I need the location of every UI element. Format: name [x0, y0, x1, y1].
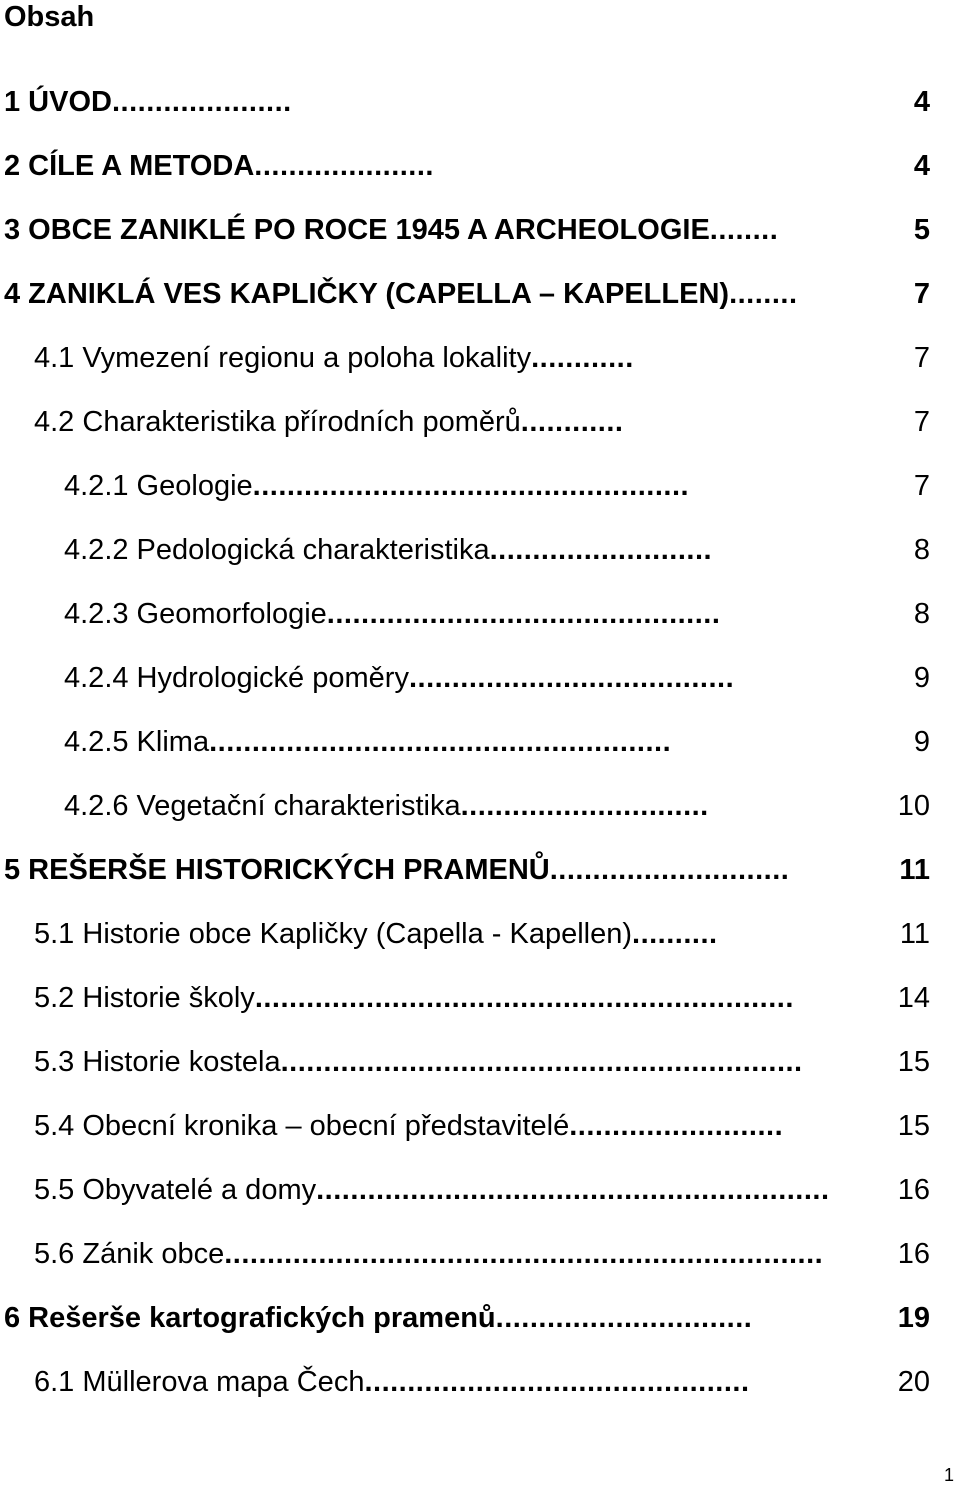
toc-entry-label — [34, 978, 835, 1018]
toc-entry-page: 4 — [913, 150, 930, 182]
toc-entry[interactable] — [34, 914, 930, 954]
toc-entry-leader: ...................................................... — [209, 726, 672, 758]
toc-entry-label — [34, 1362, 835, 1402]
toc-entry-page: 9 — [913, 662, 930, 694]
toc-entry-label — [64, 786, 835, 826]
toc-entry-page: 11 — [899, 918, 930, 950]
toc-entry-label — [4, 850, 835, 890]
toc-entry-title: 4.2.4 Hydrologické poměry — [64, 662, 409, 694]
toc-entry-leader: ............ — [531, 342, 634, 374]
toc-entry-leader: .............................................. — [326, 598, 721, 630]
toc-entry[interactable] — [64, 658, 930, 698]
toc-entry[interactable] — [34, 402, 930, 442]
toc-entry-title: 3 OBCE ZANIKLÉ PO ROCE 1945 A ARCHEOLOGIE — [4, 214, 710, 246]
toc-entry-label — [4, 146, 835, 186]
toc-entry-leader: ............ — [520, 406, 624, 438]
toc-entry[interactable] — [64, 466, 930, 506]
toc-entry-leader: ..................... — [111, 86, 292, 118]
toc-entry[interactable] — [64, 594, 930, 634]
toc-entry-title: 5.3 Historie kostela — [34, 1046, 281, 1078]
toc-entry[interactable] — [34, 1362, 930, 1402]
toc-entry-leader: ...................................... — [408, 662, 735, 694]
toc-entry-page: 20 — [897, 1366, 930, 1398]
toc-entry-label — [4, 210, 835, 250]
toc-entry-page: 15 — [897, 1046, 930, 1078]
toc-entry[interactable] — [4, 274, 930, 314]
toc-entry-title: 4.2 Charakteristika přírodních poměrů — [34, 406, 521, 438]
toc-entry-title: 5 REŠERŠE HISTORICKÝCH PRAMENŮ — [4, 854, 550, 886]
toc-entry-leader: .............................. — [495, 1302, 753, 1334]
toc-entry-title: 6.1 Müllerova mapa Čech — [34, 1366, 365, 1398]
page-title: Obsah — [4, 1, 95, 33]
toc-entry[interactable] — [34, 338, 930, 378]
toc-entry-page: 4 — [913, 86, 930, 118]
toc-entry[interactable] — [34, 978, 930, 1018]
toc-entry[interactable] — [4, 82, 930, 122]
toc-entry-leader: ...................................................................... — [224, 1238, 824, 1270]
toc-entry[interactable] — [4, 850, 930, 890]
toc-entry-leader: .......................... — [489, 534, 713, 566]
toc-entry-title: 4.1 Vymezení regionu a poloha lokality — [34, 342, 532, 374]
toc-entry[interactable] — [34, 1170, 930, 1210]
toc-entry-page: 10 — [897, 790, 930, 822]
toc-entry-page: 7 — [913, 406, 930, 438]
toc-entry[interactable] — [64, 722, 930, 762]
toc-entry[interactable] — [4, 210, 930, 250]
toc-entry-page: 8 — [913, 534, 930, 566]
toc-entry-label — [64, 658, 835, 698]
toc-entry-title: 4.2.5 Klima — [64, 726, 210, 758]
toc-entry-page: 14 — [897, 982, 930, 1014]
toc-entry-label — [34, 402, 835, 442]
toc-entry[interactable] — [4, 146, 930, 186]
toc-entry-leader: ................................................... — [252, 470, 690, 502]
toc-entry-title: 2 CÍLE A METODA — [4, 150, 255, 182]
toc-entry-page: 9 — [913, 726, 930, 758]
toc-entry-leader: ......................... — [569, 1110, 784, 1142]
toc-entry-leader: ............................................. — [364, 1366, 750, 1398]
toc-entry-leader: ............................................................ — [316, 1174, 830, 1206]
toc-entry-leader: ............................................................. — [280, 1046, 803, 1078]
page-number: 1 — [943, 1465, 954, 1485]
toc-entry[interactable] — [4, 1298, 930, 1338]
toc-entry-label — [4, 82, 835, 122]
toc-entry-page: 7 — [913, 342, 930, 374]
toc-entry-page: 7 — [913, 278, 930, 310]
toc-entry-label — [34, 1170, 835, 1210]
toc-entry-title: 5.1 Historie obce Kapličky (Capella - Kapellen) — [34, 918, 633, 950]
toc-entry-title: 5.5 Obyvatelé a domy — [34, 1174, 317, 1206]
toc-entry-label — [34, 914, 835, 954]
toc-entry-page: 19 — [897, 1302, 930, 1334]
toc-entry-title: 5.6 Zánik obce — [34, 1238, 225, 1270]
toc-entry[interactable] — [34, 1106, 930, 1146]
toc-entry-label — [34, 338, 835, 378]
toc-entry-page: 16 — [897, 1174, 930, 1206]
toc-entry-title: 4.2.6 Vegetační charakteristika — [64, 790, 461, 822]
toc-entry-leader: ..................... — [254, 150, 434, 182]
toc-entry-label — [64, 530, 835, 570]
toc-entry[interactable] — [64, 786, 930, 826]
toc-entry-title: 5.4 Obecní kronika – obecní představitelé — [34, 1110, 570, 1142]
toc-entry-page: 8 — [913, 598, 930, 630]
toc-entry-page: 15 — [897, 1110, 930, 1142]
toc-entry-page: 7 — [913, 470, 930, 502]
toc-entry-title: 6 Rešerše kartografických pramenů — [4, 1302, 496, 1334]
toc-entry-leader: ............................ — [549, 854, 790, 886]
toc-entry-leader: .......... — [632, 918, 718, 950]
toc-entry-page: 16 — [897, 1238, 930, 1270]
toc-entry-label — [34, 1042, 835, 1082]
toc-entry-leader: ........ — [709, 214, 779, 246]
toc-entry-page: 5 — [913, 214, 930, 246]
toc-entry-label — [4, 1298, 835, 1338]
toc-entry-title: 4.2.3 Geomorfologie — [64, 598, 327, 630]
toc-entry-title: 4.2.1 Geologie — [64, 470, 253, 502]
toc-entry[interactable] — [34, 1042, 930, 1082]
toc-entry-title: 5.2 Historie školy — [34, 982, 255, 1014]
toc-entry-label — [4, 274, 835, 314]
toc-entry-label — [64, 594, 835, 634]
toc-entry[interactable] — [34, 1234, 930, 1274]
toc-entry-label — [64, 722, 835, 762]
toc-entry-title: 1 ÚVOD — [4, 86, 112, 118]
toc-entry-page: 11 — [899, 854, 930, 886]
toc-entry-label — [64, 466, 835, 506]
toc-entry[interactable] — [64, 530, 930, 570]
toc-entry-leader: ........ — [729, 278, 798, 310]
toc-entry-label — [34, 1106, 835, 1146]
toc-entry-label — [34, 1234, 835, 1274]
toc-entry-title: 4.2.2 Pedologická charakteristika — [64, 534, 490, 566]
toc-entry-leader: ............................. — [460, 790, 709, 822]
toc-entry-leader: ............................................................... — [254, 982, 794, 1014]
toc-entry-title: 4 ZANIKLÁ VES KAPLIČKY (CAPELLA – KAPELLEN) — [4, 278, 730, 310]
